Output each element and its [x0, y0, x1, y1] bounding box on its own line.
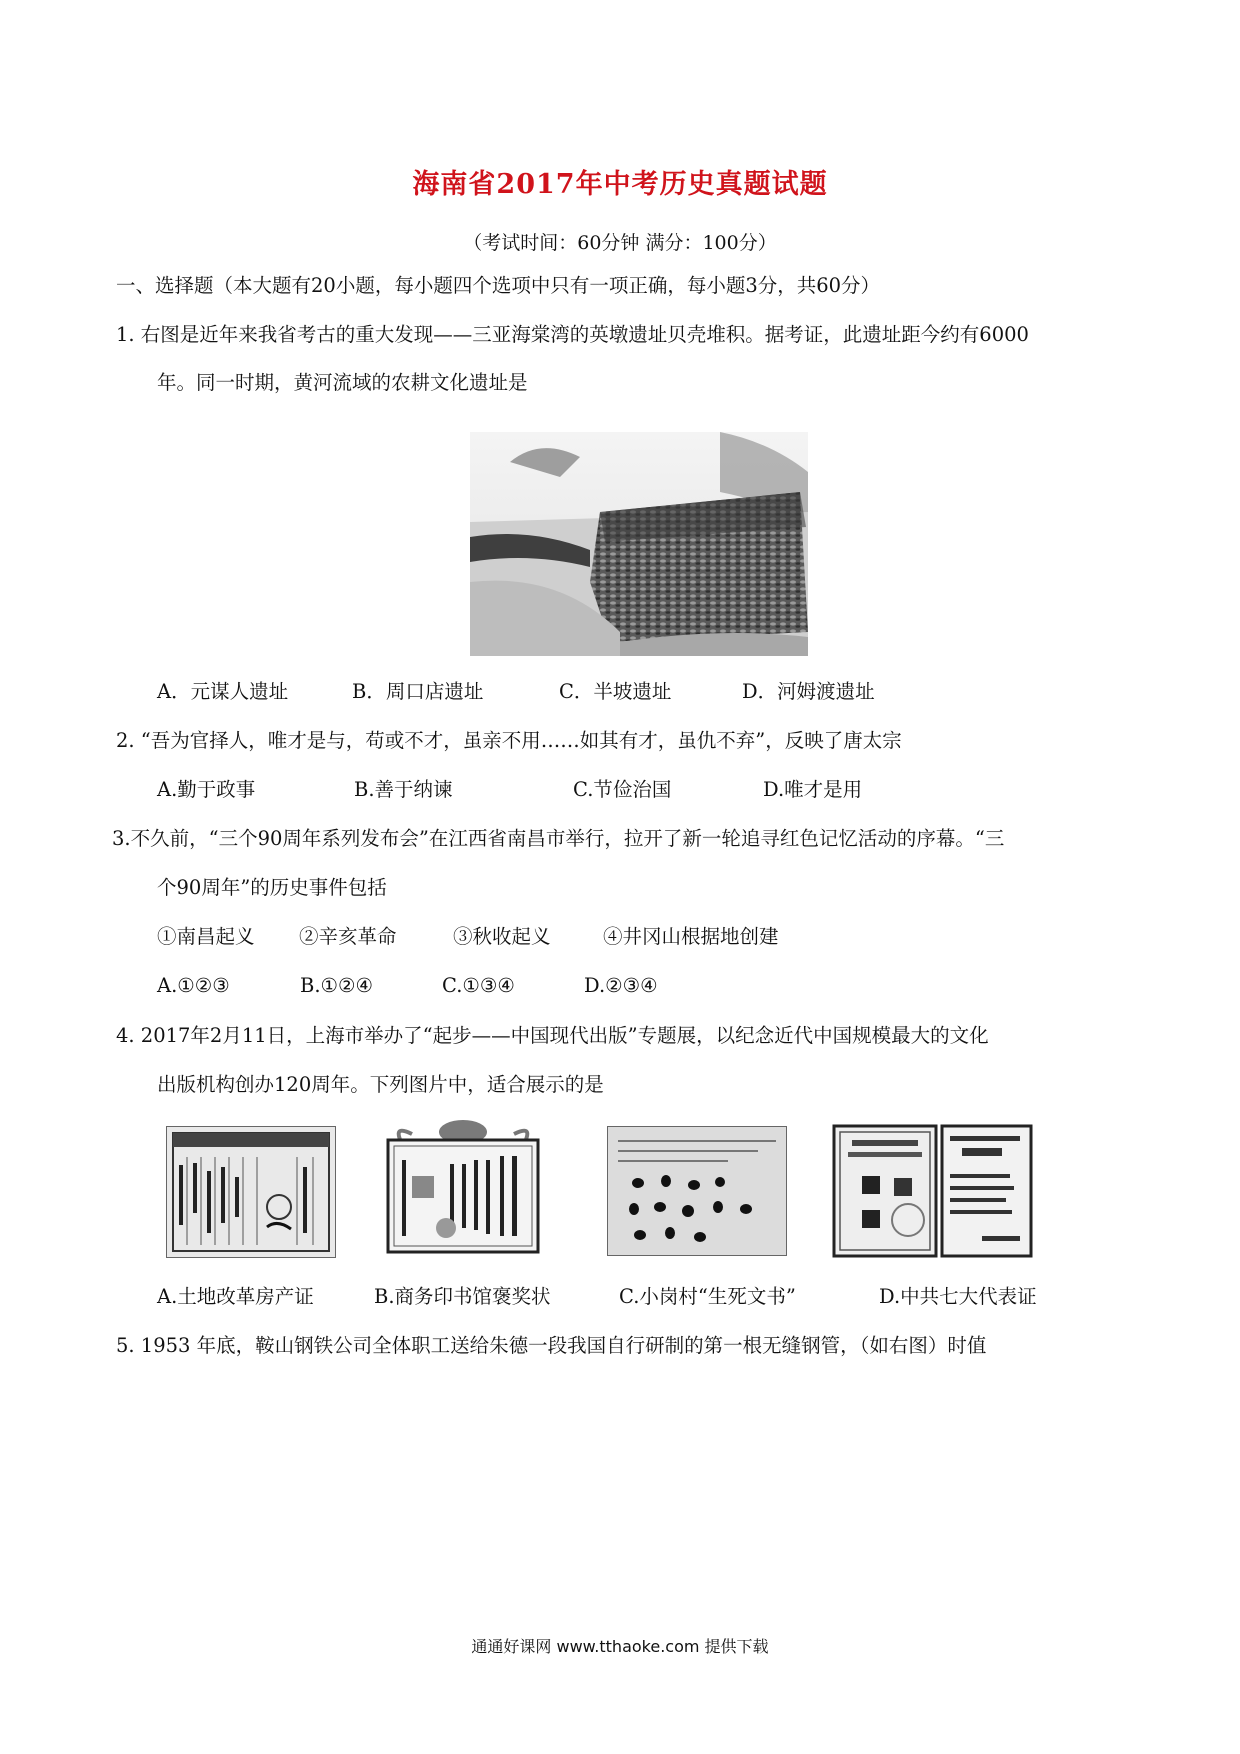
q2-option-d: D.唯才是用: [763, 778, 863, 801]
q3-item-3: ③秋收起义: [453, 925, 551, 948]
q4-option-b: B.商务印书馆褒奖状: [374, 1285, 551, 1308]
question-4-options: [157, 1283, 1077, 1311]
question-2-options: [157, 776, 1057, 804]
page-title: 海南省2017年中考历史真题试题: [412, 169, 828, 200]
q4-option-c: C.小岗村“生死文书”: [619, 1285, 796, 1308]
q1-option-c: C．半坡遗址: [559, 680, 672, 703]
shell-mound-photo: [470, 432, 808, 656]
q3-option-c: C.①③④: [442, 974, 515, 997]
question-1-line1: 1. 右图是近年来我省考古的重大发现——三亚海棠湾的英墩遗址贝壳堆积。据考证，此遗址距今约有6000: [116, 323, 1029, 346]
land-reform-deed-image: [166, 1126, 336, 1258]
q3-item-2: ②辛亥革命: [299, 925, 397, 948]
question-3-line2: 个90周年”的历史事件包括: [157, 876, 387, 899]
q3-item-4: ④井冈山根据地创建: [603, 925, 779, 948]
question-3-options: [157, 972, 1057, 1000]
q2-option-c: C.节俭治国: [573, 778, 672, 801]
section-heading: 一、选择题（本大题有20小题，每小题四个选项中只有一项正确，每小题3分，共60分）: [116, 274, 881, 297]
page-footer: 通通好课网 www.tthaoke.com 提供下载: [471, 1637, 769, 1656]
question-1-line2: 年。同一时期，黄河流域的农耕文化遗址是: [157, 371, 528, 394]
q1-option-d: D．河姆渡遗址: [742, 680, 875, 703]
question-5-line1: 5. 1953 年底，鞍山钢铁公司全体职工送给朱德一段我国自行研制的第一根无缝钢管，（如右图）时值: [116, 1334, 987, 1357]
q1-option-a: A．元谋人遗址: [157, 680, 289, 703]
q4-option-d: D.中共七大代表证: [879, 1285, 1037, 1308]
q3-item-1: ①南昌起义: [157, 925, 255, 948]
question-3-items: [157, 923, 1057, 951]
q4-option-a: A.土地改革房产证: [157, 1285, 314, 1308]
q3-option-d: D.②③④: [584, 974, 658, 997]
q1-option-b: B．周口店遗址: [352, 680, 484, 703]
commercial-press-award-image: [382, 1116, 544, 1256]
question-4-line2: 出版机构创办120周年。下列图片中，适合展示的是: [157, 1073, 604, 1096]
q2-option-a: A.勤于政事: [157, 778, 256, 801]
q2-option-b: B.善于纳谏: [354, 778, 453, 801]
question-4-line1: 4. 2017年2月11日，上海市举办了“起步——中国现代出版”专题展，以纪念近代中国规模最大的文化: [116, 1024, 989, 1047]
question-1-options: [157, 678, 1057, 706]
ccp-seventh-congress-card-image: [832, 1124, 1033, 1258]
question-3-line1: 3.不久前，“三个90周年系列发布会”在江西省南昌市举行，拉开了新一轮追寻红色记忆活动的序幕。“三: [112, 827, 1005, 850]
exam-subtitle: （考试时间：60分钟 满分：100分）: [463, 232, 777, 254]
question-2-line1: 2. “吾为官择人，唯才是与，苟或不才，虽亲不用……如其有才，虽仇不弃”，反映了唐太宗: [116, 729, 902, 752]
xiaogang-village-document-image: [607, 1126, 787, 1256]
q3-option-b: B.①②④: [300, 974, 373, 997]
q3-option-a: A.①②③: [157, 974, 230, 997]
